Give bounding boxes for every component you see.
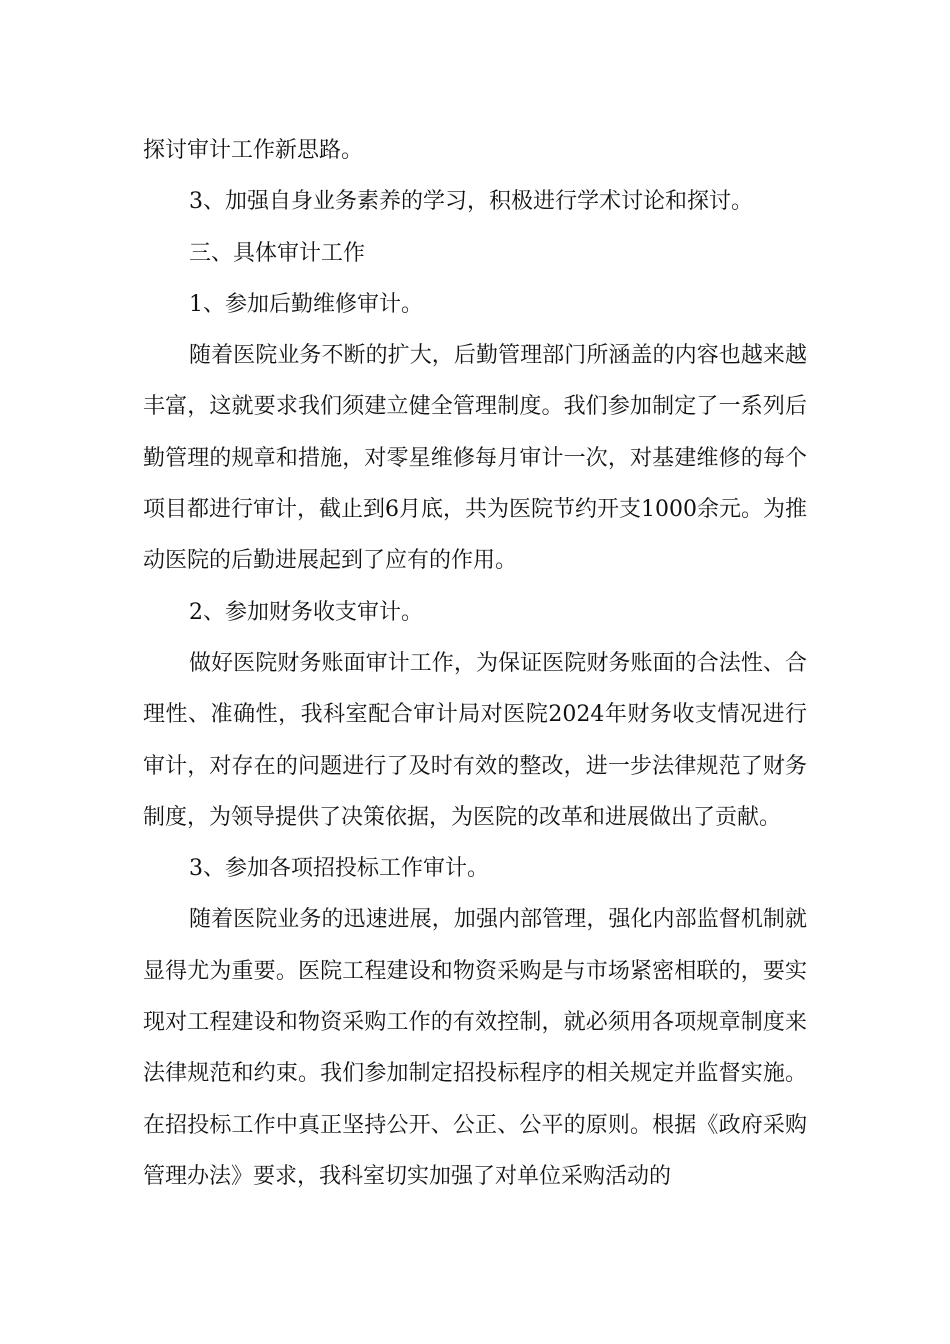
section-heading: 三、具体审计工作 [189, 240, 366, 266]
paragraph-bidding: 随着医院业务的迅速进展，加强内部管理，强化内部监督机制就显得尤为重要。医院工程建设和物资采购是与市场紧密相联的，要实现对工程建设和物资采购工作的有效控制，就必须用各项规章制度来法律规范和约束。我们参加制定招投标程序的相关规定并监督实施。在招投标工作中真正坚持公开、公正、公平的原则。根据《政府采购管理办法》要求，我科室切实加强了对单位采购活动的 [143, 907, 807, 1189]
paragraph-logistics: 随着医院业务不断的扩大，后勤管理部门所涵盖的内容也越来越丰富，这就要求我们须建立健全管理制度。我们参加制定了一系列后勤管理的规章和措施，对零星维修每月审计一次，对基建维修的每个项目都进行审计，截止到6月底，共为医院节约开支1000余元。为推动医院的后勤进展起到了应有的作用。 [143, 343, 807, 574]
document-body [143, 125, 807, 1202]
subheading-2: 2、参加财务收支审计。 [189, 599, 423, 625]
paragraph-2: 3、加强自身业务素养的学习，积极进行学术讨论和探讨。 [189, 189, 753, 215]
subheading-1: 1、参加后勤维修审计。 [189, 291, 423, 317]
paragraph-finance: 做好医院财务账面审计工作，为保证医院财务账面的合法性、合理性、准确性，我科室配合审计局对医院2024年财务收支情况进行审计，对存在的问题进行了及时有效的整改，进一步法律规范了财务制度，为领导提供了决策依据，为医院的改革和进展做出了贡献。 [143, 650, 807, 830]
subheading-3: 3、参加各项招投标工作审计。 [189, 856, 489, 882]
paragraph-1: 探讨审计工作新思路。 [143, 138, 364, 163]
